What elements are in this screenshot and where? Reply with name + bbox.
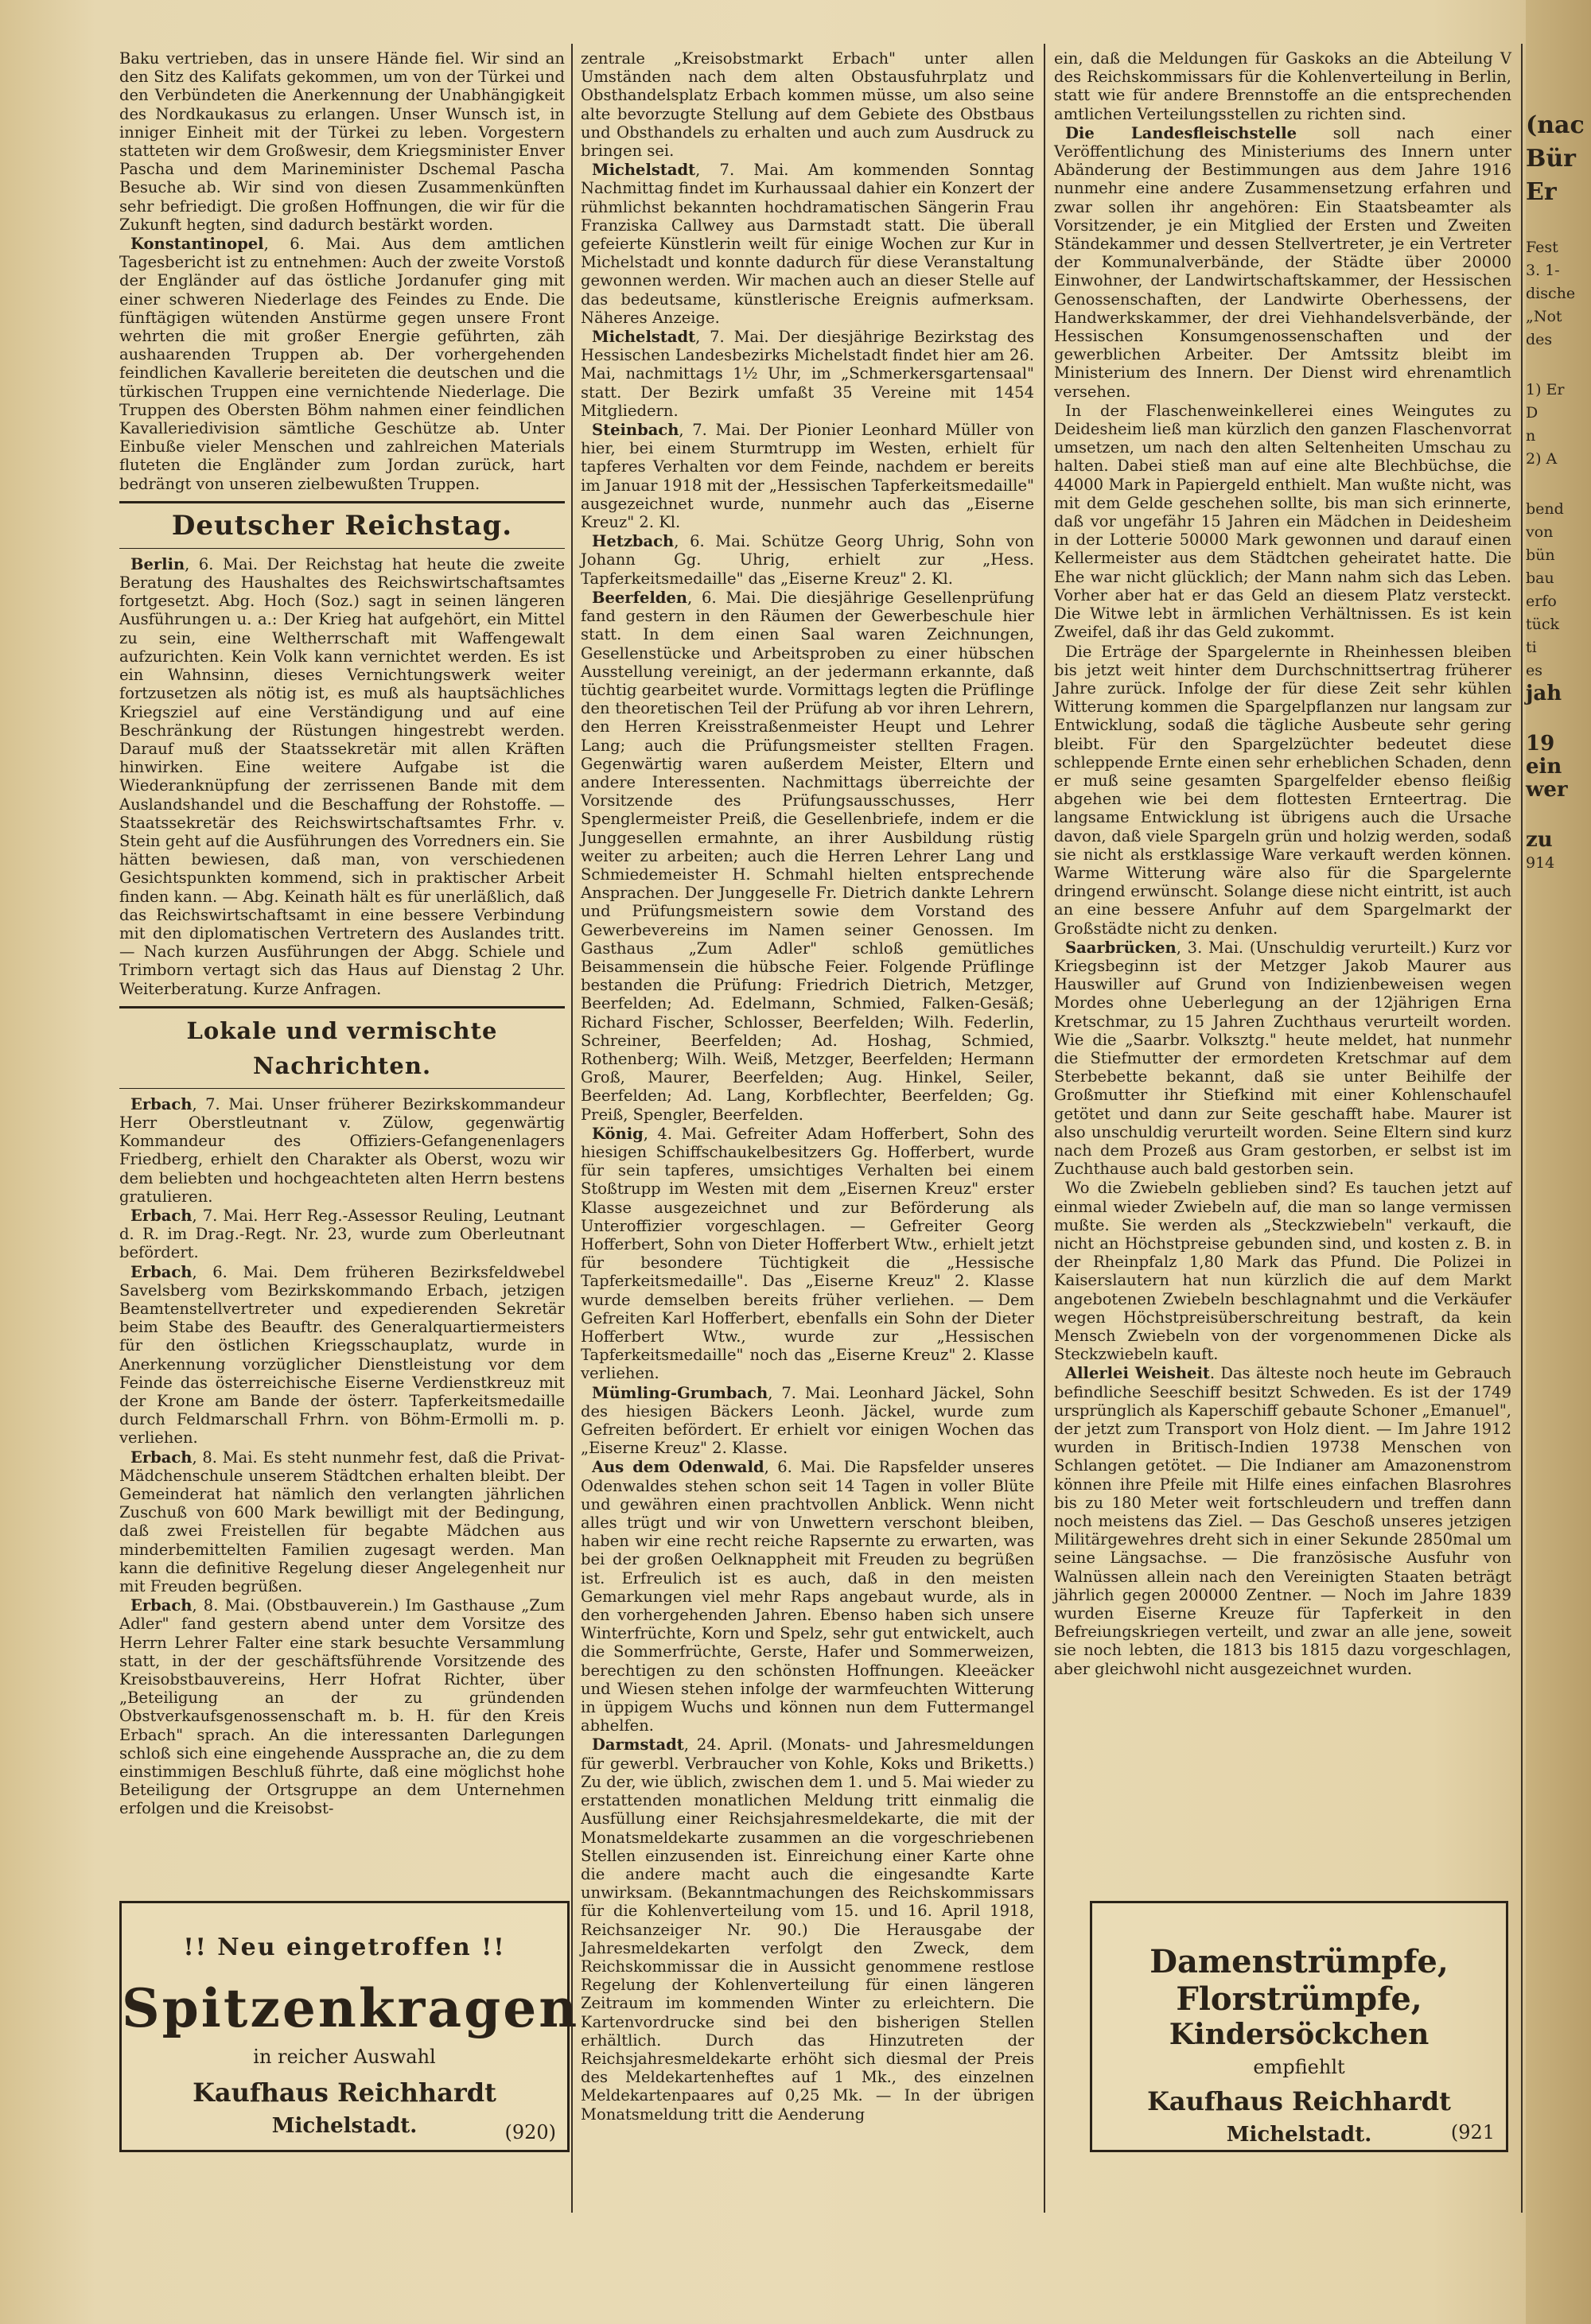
dateline: Die Landesfleischstelle <box>1065 123 1297 142</box>
ad-shop-town: Michelstadt. <box>1226 2123 1372 2147</box>
article-paragraph <box>581 328 1034 420</box>
edge-spacer <box>1526 0 1591 111</box>
edge-line: von <box>1526 523 1554 541</box>
ad-number: (920) <box>504 2121 556 2143</box>
dateline: Michelstadt <box>592 161 696 180</box>
article-text: , 4. Mai. Gefreiter Adam Hofferbert, Sohn des hiesigen Schiffschaukelbesitzers Gg. Hofferbert, wurde für sein tapferes, umsichtiges Verhalten bei einem Stoßtrupp im Westen mit dem „Eisernen Kreuz" erster Klasse ausgezeichnet und zur Beförderung als Unteroffizier vorgeschlagen. — Gefreiter Georg Hofferbert, Sohn von Dieter Hofferbert Wtw., erhielt jetzt für besondere Tüchtigkeit die „Hessische Tapferkeitsmedaille". Das „Eiserne Kreuz" 2. Klasse wurde demselben bereits früher verliehen. — Dem Gefreiten Karl Hofferbert, ebenfalls ein Sohn der Dieter Hofferbert Wtw., wurde zur „Hessischen Tapferkeitsmedaille" noch das „Eiserne Kreuz" 2. Klasse verliehen. <box>581 1124 1034 1383</box>
edge-line: 1) Er <box>1526 381 1565 398</box>
edge-line: n <box>1526 427 1536 445</box>
edge-line: Fest <box>1526 239 1558 256</box>
edge-line: wer <box>1526 778 1568 802</box>
edge-line: „Not <box>1526 308 1562 325</box>
article-text: , 6. Mai. Schütze Georg Uhrig, Sohn von Johann Gg. Uhrig, erhielt zur „Hess. Tapferkeitsmedaille" das „Eiserne Kreuz" 2. Kl. <box>581 532 1034 588</box>
article-paragraph <box>1054 124 1511 401</box>
advertisement-damenstruempfe <box>1090 1901 1508 2152</box>
article-paragraph <box>581 1384 1034 1458</box>
article-paragraph: In der Flaschenweinkellerei eines Weingutes zu Deidesheim ließ man kürzlich den ganzen Flaschenvorrat umsetzen, um nach den alten Seltenheiten Umschau zu halten. Dabei stieß man auf eine alte Blechbüchse, die 44000 Mark in Papiergeld enthielt. Man wußte nicht, was mit dem Gelde geschehen sollte, bis man sich erinnerte, daß vor ungefähr 15 Jahren ein Mädchen in Deidesheim in der Lotterie 50000 Mark gewonnen und darauf einen Kellermeister aus dem Städtchen geheiratet hatte. Die Ehe war nicht glücklich; der Mann nahm sich das Leben. Vorher aber hat er das Geld an diesem Platz versteckt. Die Witwe lebt in ärmlichen Verhältnissen. Es ist kein Zweifel, daß ihr das Geld zukommt. <box>1054 401 1511 642</box>
edge-line: zu <box>1526 828 1553 852</box>
ad-subline: empfiehlt <box>1253 2056 1345 2078</box>
article-text: , 6. Mai. Der Reichstag hat heute die zweite Beratung des Haushaltes des Reichswirtschaftsamtes fortgesetzt. Abg. Hoch (Soz.) sagt in seinen längeren Ausführungen u. a.: Der Krieg hat aufgehört, ein Mittel zu sein, eine Weltherrschaft mit Waffengewalt aufzurichten. Kein Volk kann vernichtet werden. Es ist ein Wahnsinn, dieses Vernichtungswerk weiter fortzusetzen als nötig ist, es muß als hauptsächliches Kriegsziel auf eine Verständigung und auf eine Beschränkung der Rüstungen hingestrebt werden. Darauf muß der Staatssekretär mit allen Kräften hinwirken. Eine weitere Aufgabe ist die Wiederanknüpfung der zerrissenen Bande mit dem Auslandshandel und die Beschaffung der Rohstoffe. — Staatssekretär des Reichswirtschaftsamtes Frhr. v. Stein geht auf die Ausführungen des Vorredners ein. Sie hätten bewiesen, daß man, von verschiedenen Gesichtspunkten kommend, sich in praktischer Arbeit finden kann. — Abg. Keinath hält es für unerläßlich, daß das Reichswirtschaftsamt in eine bessere Verbindung mit den diplomatischen Vertretern des Auslandes tritt. — Nach kurzen Ausführungen der Abgg. Schiele und Trimborn vertagt sich das Haus auf Dienstag 2 Uhr. Weiterberatung. Kurze Anfragen. <box>119 554 565 998</box>
article-paragraph: Wo die Zwiebeln geblieben sind? Es tauchen jetzt auf einmal wieder Zwiebeln auf, die man so lange vermissen mußte. Sie werden als „Steckzwiebeln" verkauft, die nicht an Höchstpreise gebunden sind, und kosten z. B. in der Rheinpfalz 1,80 Mark das Pfund. Die Polizei in Kaiserslautern hat nun kürzlich die auf dem Markt angebotenen Zwiebeln beschlagnahmt und die Verkäufer wegen Höchstpreisüberschreitung bestraft, da kein Mensch Zwiebeln von der vorgenommenen Dicke als Steckzwiebeln kauft. <box>1054 1179 1511 1364</box>
edge-line: ein <box>1526 755 1562 779</box>
section-divider <box>119 1088 565 1089</box>
article-paragraph <box>119 1448 565 1596</box>
dateline: Berlin <box>130 554 185 573</box>
article-paragraph <box>581 421 1034 531</box>
dateline: Hetzbach <box>592 532 675 551</box>
edge-line: jah <box>1526 682 1562 705</box>
article-paragraph <box>581 1458 1034 1735</box>
edge-line: 914 <box>1526 854 1555 872</box>
article-paragraph <box>119 235 565 493</box>
edge-line: tück <box>1526 616 1560 633</box>
dateline: Steinbach <box>592 421 679 440</box>
article-paragraph: ein, daß die Meldungen für Gaskoks an die Abteilung V des Reichskommissars für die Kohlenverteilung in Berlin, statt wie für andere Brennstoffe an die entsprechenden amtlichen Verteilungsstellen zu richten sind. <box>1054 49 1511 123</box>
dateline: Aus dem Odenwald <box>592 1458 764 1477</box>
section-title-reichstag: Deutscher Reichstag. <box>171 509 513 542</box>
ad-shop-name: Kaufhaus Reichhardt <box>1147 2086 1451 2116</box>
column-3 <box>1054 49 1511 1879</box>
article-paragraph <box>581 532 1034 588</box>
section-divider <box>119 1006 565 1008</box>
article-paragraph <box>581 1125 1034 1383</box>
column-rule <box>571 44 573 2213</box>
article-paragraph <box>119 1095 565 1206</box>
edge-line: bün <box>1526 546 1555 564</box>
article-paragraph <box>581 161 1034 327</box>
edge-line: dische <box>1526 285 1576 302</box>
edge-line: (nac <box>1526 111 1585 139</box>
article-paragraph <box>581 589 1034 1124</box>
dateline: Allerlei Weisheit <box>1065 1364 1210 1383</box>
article-text: , 7. Mai. Der Pionier Leonhard Müller von hier, bei einem Sturmtrupp im Westen, erhielt für tapferes Verhalten vor dem Feinde, nachdem er bereits im Januar 1918 mit der „Hessischen Tapferkeitsmedaille" ausgezeichnet wurde, nunmehr auch das „Eiserne Kreuz" 2. Kl. <box>581 421 1034 532</box>
dateline: Beerfelden <box>592 588 687 607</box>
section-divider <box>119 501 565 503</box>
dateline: König <box>592 1124 644 1143</box>
article-text: , 6. Mai. Die diesjährige Gesellenprüfung fand gestern in den Räumen der Gewerbeschule hier statt. In dem einen Saal waren Zeichnungen, Gesellenstücke und Arbeitsproben zu einer hübschen Ausstellung vereinigt, an der jedermann erkannte, daß tüchtig gearbeitet wurde. Vormittags legten die Prüflinge den theoretischen Teil der Prüfung ab vor ihren Lehrern, den Herren Kreisstraßenmeister Heupt und Lehrer Lang; auch die Prüfungsmeister stellten Fragen. Gegenwärtig waren außerdem Meister, Eltern und andere Interessenten. Nachmittags überreichte der Vorsitzende des Prüfungsausschusses, Herr Spenglermeister Preiß, die Gesellenbriefe, indem er die Junggesellen ermahnte, an ihrer Ausbildung rüstig weiter zu arbeiten; auch die Herren Lehrer Lang und Schmiedemeister H. Schmahl hielten entsprechende Ansprachen. Der Junggeselle Fr. Dietrich dankte Lehrern und Prüfungsmeistern sowie dem Vorstand des Gewerbevereins im Namen seiner Genossen. Im Gasthaus „Zum Adler" schloß gemütliches Beisammensein die hübsche Feier. Folgende Prüflinge bestanden die Prüfung: Friedrich Dietrich, Metzger, Beerfelden; Ad. Edelmann, Schmied, Falken-Gesäß; Richard Fischer, Schlosser, Beerfelden; Wilh. Federlin, Schreiner, Beerfelden; Ad. Hoshag, Schmied, Rothenberg; Wilh. Weiß, Metzger, Beerfelden; Hermann Groß, Maurer, Beerfelden; Aug. Hinkel, Seiler, Beerfelden; Ad. Lang, Korbflechter, Beerfelden; Gg. Preiß, Spengler, Beerfelden. <box>581 588 1035 1124</box>
edge-text <box>1526 111 1591 872</box>
article-text: , 6. Mai. Die Rapsfelder unseres Odenwaldes stehen schon seit 14 Tagen in voller Blüte und gewähren einen prachtvollen Anblick. Wenn nicht alles trügt und wir von Unwettern verschont bleiben, haben wir eine recht reiche Rapsernte zu erwarten, was bei der großen Oelknappheit mit Freuden zu begrüßen ist. Erfreulich ist es auch, daß in den meisten Gemarkungen viel mehr Raps angebaut wurde, als in den vorhergehenden Jahren. Ebenso haben sich unsere Winterfrüchte, Korn und Spelz, sehr gut entwickelt, auch die Sommerfrüchte, Gerste, Hafer und Sommerweizen, berechtigen zu den schönsten Hoffnungen. Kleeäcker und Wiesen stehen infolge der warmfeuchten Witterung in üppigem Wuchs und können nun dem Futtermangel abhelfen. <box>581 1458 1034 1735</box>
article-text: , 7. Mai. Der diesjährige Bezirkstag des Hessischen Landesbezirks Michelstadt findet hier am 26. Mai, nachmittags 1½ Uhr, im „Schmerkersgartensaal" statt. Der Bezirk umfaßt 35 Vereine mit 1454 Mitgliedern. <box>581 328 1034 420</box>
ad-shop-town: Michelstadt. <box>271 2114 418 2138</box>
dateline: Mümling-Grumbach <box>592 1383 768 1402</box>
article-text: . Das älteste noch heute im Gebrauch befindliche Seeschiff besitzt Schweden. Es ist der 1749 ursprünglich als Kaperschiff gebaute Schoner „Emanuel", der jetzt zum Transport von Holz dient. — Im Jahre 1912 wurden in Britisch-Indien 19738 Menschen von Schlangen getötet. — Die Indianer am Amazonenstrom können ihre Pfeile mit Hilfe eines einfachen Blasrohres bis zu 180 Meter weit fortschleudern und treffen dann noch meistens das Ziel. — Das Geschoß unseres jetzigen Militärgewehres dreht sich in einer Sekunde 2850mal um seine Längsachse. — Die französische Ausfuhr von Walnüssen allein nach den Vereinigten Staaten beträgt jährlich gegen 200000 Zentner. — Noch im Jahre 1839 wurden Eiserne Kreuze für Tapferkeit in den Befreiungskriegen verteilt, und zwar an alle jene, soweit sie noch lebten, die 1813 bis 1815 dazu vorgeschlagen, aber gleichwohl nicht ausgezeichnet wurden. <box>1054 1364 1511 1678</box>
article-paragraph <box>119 555 565 998</box>
ad-product: Florstrümpfe, <box>1176 1980 1422 2018</box>
ad-product: Kindersöckchen <box>1169 2018 1430 2051</box>
article-paragraph <box>581 1735 1034 2123</box>
article-paragraph: Die Erträge der Spargelernte in Rheinhessen bleiben bis jetzt weit hinter dem Durchschnittsertrag früherer Jahre zurück. Infolge der für diese Zeit sehr kühlen Witterung kommen die Spargelpflanzen nur langsam zur Entwicklung, sodaß die tägliche Ausbeute sehr gering bleibt. Für den Spargelzüchter bedeutet diese schleppende Ernte einen sehr erheblichen Schaden, denn er muß seine gesamten Spargelfelder ebenso fleißig abgehen wie bei dem flottesten Ernteertrag. Die langsame Entwicklung ist übrigens auch die Ursache davon, daß viele Spargeln grün und holzig werden, sodaß sie nicht als erstklassige Ware verkauft werden können. Warme Witterung wäre also für die Spargelernte dringend erwünscht. Solange diese nicht eintritt, ist auch an eine bessere Anfuhr auf dem Spargelmarkt der Großstädte nicht zu denken. <box>1054 642 1511 938</box>
dateline: Darmstadt <box>592 1735 684 1755</box>
column-rule <box>1521 44 1523 2213</box>
edge-line: Er <box>1526 178 1557 206</box>
article-text: soll nach einer Veröffentlichung des Ministeriums des Innern unter Abänderung der Bestimmungen aus dem Jahre 1916 nunmehr eine andere Zusammensetzung erfahren und zwar sollen ihr angehören: Ein Staatsbeamter als Vorsitzender, je ein Mitglied der Ersten und Zweiten Ständekammer und dessen Stellvertreter, je ein Vertreter der Kommunalverbände, der Städte über 20000 Einwohner, der Landwirtschaftskammer, der Hessischen Genossenschaften, der Landwirte Oberhessens, der Handwerkskammer, der drei Viehhandelsverbände, der Hessischen Konsumgenossenschaften und der gewerblichen Arbeiter. Der Amtssitz bleibt im Ministerium des Innern. Der Dienst wird ehrenamtlich versehen. <box>1054 123 1511 401</box>
dateline: Saarbrücken <box>1065 938 1177 957</box>
dateline: Erbach <box>130 1206 193 1225</box>
edge-line: es <box>1526 662 1542 679</box>
column-rule <box>1044 44 1045 2213</box>
edge-line: bau <box>1526 569 1554 587</box>
dateline: Erbach <box>130 1448 193 1467</box>
article-text: , 7. Mai. Leonhard Jäckel, Sohn des hiesigen Bäckers Leonh. Jäckel, wurde zum Gefreiten befördert. Er erhielt vor einigen Wochen das „Eiserne Kreuz" 2. Klasse. <box>581 1383 1034 1458</box>
article-text: , 7. Mai. Herr Reg.-Assessor Reuling, Leutnant d. R. im Drag.-Regt. Nr. 23, wurde zum Oberleutnant befördert. <box>119 1206 565 1262</box>
edge-line: 19 <box>1526 732 1555 756</box>
column-2 <box>581 49 1035 2124</box>
edge-line: Bür <box>1526 145 1576 173</box>
edge-line: 2) A <box>1526 450 1558 468</box>
ad-shop-name: Kaufhaus Reichhardt <box>193 2077 496 2108</box>
ad-number: (921 <box>1450 2121 1495 2143</box>
article-text: , 7. Mai. Am kommenden Sonntag Nachmittag findet im Kurhaussaal dahier ein Konzert der rühmlichst bekannten hochdramatischen Sängerin Frau Franziska Callwey aus Darmstadt statt. Die überall gefeierte Künstlerin weilt für einige Wochen zur Kur in Michelstadt und konnte dadurch für diese Veranstaltung gewonnen werden. Wir machen auch an dieser Stelle auf das bedeutsame, künstlerische Ereignis aufmerksam. Näheres Anzeige. <box>581 161 1034 327</box>
article-text: , 8. Mai. (Obstbauverein.) Im Gasthause „Zum Adler" fand gestern abend unter dem Vorsitze des Herrn Lehrer Falter eine stark besuchte Versammlung statt, in der der geschäftsführende Vorsitzende des Kreisobstbauvereins, Herr Hofrat Richter, über „Beteiligung an der zu gründenden Obstverkaufsgenossenschaft m. b. H. für den Kreis Erbach" sprach. An die interessanten Darlegungen schloß sich eine eingehende Aussprache an, die zu dem einstimmigen Beschluß führte, daß eine möglichst hohe Beteiligung der Ortsgruppe an dem Unternehmen erfolgen und die Kreisobst- <box>119 1596 565 1818</box>
article-text: , 24. April. (Monats- und Jahresmeldungen für gewerbl. Verbraucher von Kohle, Koks und Briketts.) Zu der, wie üblich, zwischen dem 1. und 5. Mai wieder zu erstattenden monatlichen Meldung tritt einmalig die Ausfüllung einer Reichsjahresmeldekarte, die mit der Monatsmeldekarte zusammen an die vorgeschriebenen Stellen einzusenden ist. Einreichung einer Karte ohne die andere macht auch die eingesandte Karte unwirksam. (Bekanntmachungen des Reichskommissars für die Kohlenverteilung vom 15. und 16. April 1918, Reichsanzeiger Nr. 90.) Die Herausgabe der Jahresmeldekarten verfolgt den Zweck, dem Reichskommissar die in Aussicht genommene restlose Regelung der Kohlenverteilung für einen längeren Zeitraum im kommenden Winter zu erleichtern. Die Kartenvordrucke sind bei den bisherigen Stellen erhältlich. Durch das Hinzutreten der Reichsjahresmeldekarte erhöht sich diesmal der Preis des Meldekartenheftes auf 1 Mk., des einzelnen Meldekartenpaares auf 0,25 Mk. — In der übrigen Monatsmeldung tritt die Aenderung <box>581 1735 1034 2124</box>
edge-line: D <box>1526 404 1538 422</box>
advertisement-spitzenkragen <box>119 1901 580 2152</box>
article-text: , 6. Mai. Aus dem amtlichen Tagesbericht ist zu entnehmen: Auch der zweite Vorstoß der Engländer auf das östliche Jordanufer ging mit einer schweren Niederlage des Feindes zu Ende. Die fünftägigen wütenden Anstürme gegen unsere Front wehrten die mit großer Energie geführten, zäh aushaarenden Truppen ab. Der vorhergehenden feindlichen Kavallerie bereiteten die deutschen und die türkischen Truppen eine vernichtende Niederlage. Die Truppen des Obersten Böhm nahmen einer feindlichen Kavalleriedivision sämtliche Geschütze ab. Unter Einbuße vieler Menschen und zahlreichen Materials fluteten die Engländer zum Jordan zurück, hart bedrängt von unseren zielbewußten Truppen. <box>119 235 565 493</box>
article-paragraph: zentrale „Kreisobstmarkt Erbach" unter allen Umständen nach dem alten Obstausfuhrplatz und Obsthandelsplatz Erbach kommen müsse, um also seine alte bevorzugte Stellung auf dem Gebiete des Obstbaus und Obsthandels zu erhalten und auch zum Ausdruck zu bringen sei. <box>581 49 1034 161</box>
section-divider <box>119 548 565 549</box>
article-text: , 3. Mai. (Unschuldig verurteilt.) Kurz vor Kriegsbeginn ist der Metzger Jakob Maurer aus Hauswiller auf Grund von Indizienbeweisen wegen Mordes ohne Ueberlegung an der 12jährigen Erna Kretschmar, zu 15 Jahren Zuchthaus verurteilt worden. Wie die „Saarbr. Volksztg." heute meldet, hat nunmehr die Stiefmutter der ermordeten Kretschmar auf dem Sterbebette bekannt, daß sie unter Beihilfe der Großmutter ihr Stiefkind mit einer Kohlenschaufel getötet und dann zur Seite geschafft habe. Maurer ist also unschuldig verurteilt worden. Seine Eltern sind kurz nach dem Prozeß aus Gram gestorben, er selbst ist im Zuchthause auch bald gestorben sein. <box>1054 938 1511 1179</box>
edge-line: des <box>1526 331 1553 348</box>
ad-headline: !! Neu eingetroffen !! <box>183 1933 506 1961</box>
dateline: Konstantinopel <box>130 235 264 254</box>
article-paragraph <box>119 1263 565 1448</box>
ad-product: Damenstrümpfe, <box>1149 1943 1449 1980</box>
edge-line: 3. 1- <box>1526 262 1560 279</box>
edge-line: bend <box>1526 500 1564 518</box>
article-paragraph <box>119 1207 565 1262</box>
adjacent-page-edge <box>1526 0 1591 2324</box>
article-text: , 7. Mai. Unser früherer Bezirkskommandeur Herr Oberstleutnant v. Zülow, gegenwärtig Kommandeur des Offiziers-Gefangenenlagers Friedberg, erhielt den Charakter als Oberst, wozu wir dem beliebten und hochgeachteten alten Herrn bestens gratulieren. <box>119 1094 565 1206</box>
dateline: Michelstadt <box>592 328 696 347</box>
dateline: Erbach <box>130 1094 193 1113</box>
dateline: Erbach <box>130 1262 193 1281</box>
section-title-lokal: Lokale und vermischte Nachrichten. <box>186 1016 498 1079</box>
article-paragraph: Baku vertrieben, das in unsere Hände fiel. Wir sind an den Sitz des Kalifats gekommen, um von der Türkei und den Verbündeten die Anerkennung der Unabhängigkeit des Nordkaukasus zu erlangen. Unser Wunsch ist, in inniger Einheit mit der Türkei zu leben. Vorgestern statteten wir dem Großwesir, dem Kriegsminister Enver Pascha und dem Marineminister Dschemal Pascha Besuche ab. Wir sind von diesen Zusammenkünften sehr befriedigt. Die großen Hoffnungen, die wir für die Zukunft hegten, sind dadurch bestärkt worden. <box>119 49 565 234</box>
article-text: , 6. Mai. Dem früheren Bezirksfeldwebel Savelsberg vom Bezirkskommando Erbach, jetzigen Beamtenstellvertreter und expedierenden Sekretär beim Stabe des Beauftr. des Generalquartiermeisters für den östlichen Kriegsschauplatz, wurde in Anerkennung vorzüglicher Dienstleistung vor dem Feinde das österreichische Eiserne Verdienstkreuz mit der Krone am Bande der österr. Tapferkeitsmedaille durch Feldmarschall Frhrn. von Böhm-Ermolli m. p. verliehen. <box>119 1262 565 1448</box>
article-paragraph <box>119 1596 565 1817</box>
edge-line: erfo <box>1526 593 1557 610</box>
ad-subline: in reicher Auswahl <box>253 2046 436 2068</box>
article-paragraph <box>1054 939 1511 1179</box>
dateline: Erbach <box>130 1596 193 1615</box>
article-text: , 8. Mai. Es steht nunmehr fest, daß die Privat-Mädchenschule unserem Städtchen erhalten bleibt. Der Gemeinderat hat nämlich den verlangten jährlichen Zuschuß von 600 Mark bewilligt mit der Bedingung, daß zwei Freistellen für begabte Mädchen aus minderbemittelten Familien zugesagt werden. Man kann die definitive Regelung dieser Angelegenheit nur mit Freuden begrüßen. <box>119 1448 565 1596</box>
ad-product: Spitzenkragen <box>122 1977 580 2039</box>
article-paragraph <box>1054 1364 1511 1677</box>
edge-line: ti <box>1526 639 1537 656</box>
